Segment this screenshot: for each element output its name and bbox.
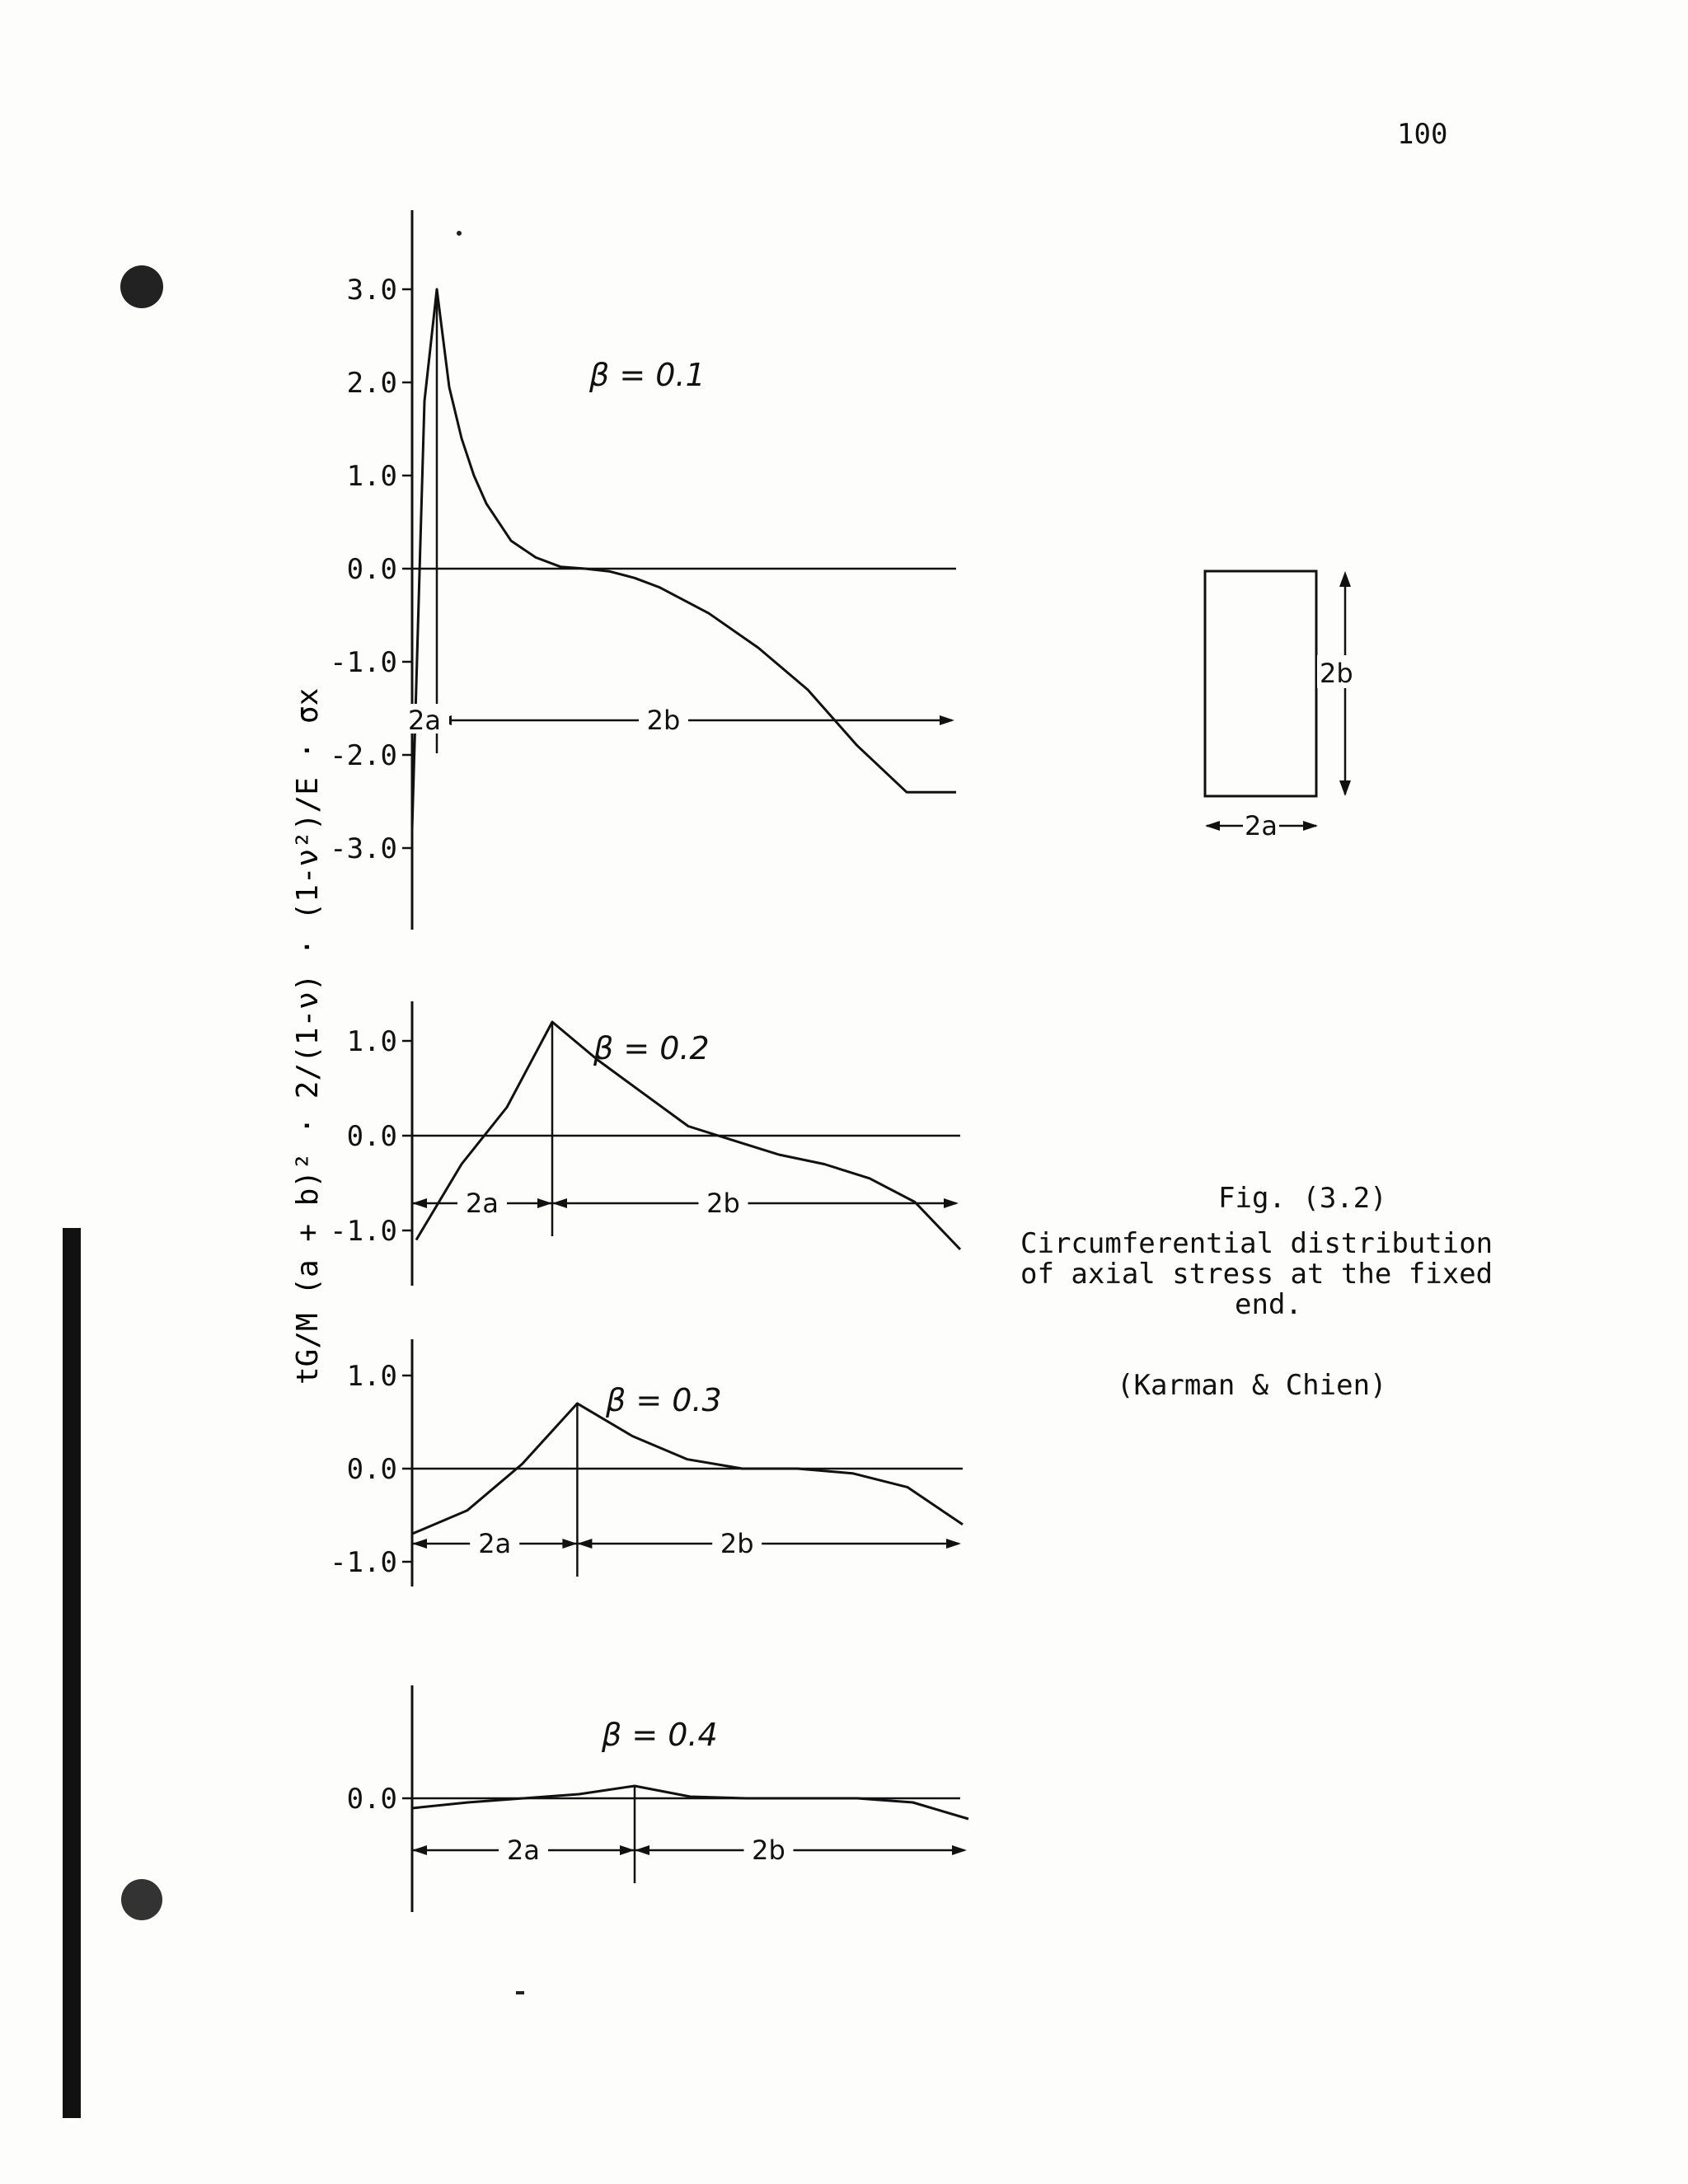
beta-label: β = 0.1	[589, 357, 706, 393]
arrowhead-mid-left	[620, 1845, 635, 1855]
beta-label: β = 0.3	[606, 1382, 722, 1418]
figure-caption	[1020, 1182, 1493, 1402]
y-tick-label: 3.0	[346, 274, 397, 307]
caption-line-1: Circumferential distribution	[1020, 1227, 1493, 1260]
arrowhead-right	[946, 1539, 961, 1549]
width-arrow-right	[1303, 821, 1318, 831]
y-tick-label: 0.0	[346, 1120, 397, 1153]
y-tick-label: 1.0	[346, 1025, 397, 1058]
span-label-2b: 2b	[706, 1188, 740, 1219]
width-arrow-left	[1205, 821, 1220, 831]
chart-panel-3	[330, 1339, 963, 1586]
arrowhead-right	[944, 1198, 959, 1208]
y-tick-label: -1.0	[330, 1546, 397, 1579]
y-tick-label: -1.0	[330, 1215, 397, 1248]
scan-dash	[516, 1991, 524, 1994]
beta-label: β = 0.4	[602, 1717, 718, 1753]
arrowhead-right	[952, 1845, 967, 1855]
beta-label: β = 0.2	[593, 1030, 710, 1066]
chart-panel-1	[330, 210, 956, 930]
scan-dot	[457, 231, 462, 236]
caption-source: (Karman & Chien)	[1117, 1369, 1387, 1402]
cross-section-rectangle	[1205, 571, 1316, 796]
binding-edge-shadow	[63, 1228, 81, 2118]
cross-section-inset	[1205, 571, 1355, 841]
arrowhead-mid-right	[635, 1845, 649, 1855]
punch-hole-top	[120, 265, 163, 308]
span-label-2a: 2a	[478, 1528, 512, 1559]
y-tick-label: -2.0	[330, 739, 397, 772]
page-number: 100	[1397, 118, 1448, 151]
height-arrow-up	[1339, 571, 1351, 587]
span-label-2a: 2a	[466, 1188, 499, 1219]
y-tick-label: 0.0	[346, 1783, 397, 1816]
y-tick-label: 1.0	[346, 1360, 397, 1393]
span-label-2a: 2a	[408, 705, 441, 736]
arrowhead-left	[412, 1845, 427, 1855]
arrowhead-left	[412, 1539, 427, 1549]
chart-panel-4	[347, 1685, 969, 1912]
width-label: 2a	[1245, 810, 1278, 841]
caption-figure-number: Fig. (3.2)	[1218, 1182, 1387, 1215]
caption-line-2: of axial stress at the fixed	[1020, 1258, 1493, 1291]
y-tick-label: 1.0	[346, 460, 397, 493]
span-label-2a: 2a	[507, 1835, 540, 1866]
y-axis-label: tG/M (a + b)² · 2/(1-ν) · (1-ν²)/E · σx	[291, 687, 325, 1385]
height-label: 2b	[1320, 658, 1353, 689]
chart-panel-2	[330, 1001, 960, 1286]
y-tick-label: 0.0	[346, 1453, 397, 1486]
y-tick-label: -3.0	[330, 832, 397, 865]
y-tick-label: -1.0	[330, 646, 397, 679]
arrowhead-left	[412, 1198, 427, 1208]
arrowhead-mid-left	[562, 1539, 577, 1549]
height-arrow-down	[1339, 780, 1351, 796]
arrowhead-right	[940, 715, 954, 725]
span-label-2b: 2b	[720, 1528, 754, 1559]
y-tick-label: 0.0	[346, 553, 397, 586]
span-label-2b: 2b	[646, 705, 681, 736]
arrowhead-mid-right	[577, 1539, 592, 1549]
arrowhead-mid-left	[537, 1198, 552, 1208]
span-label-2b: 2b	[752, 1835, 785, 1866]
y-tick-label: 2.0	[346, 367, 397, 400]
arrowhead-mid-right	[552, 1198, 567, 1208]
punch-hole-bottom	[121, 1879, 162, 1920]
caption-line-3: end.	[1235, 1288, 1302, 1321]
stress-curve	[412, 1786, 968, 1819]
panels	[330, 210, 968, 1912]
